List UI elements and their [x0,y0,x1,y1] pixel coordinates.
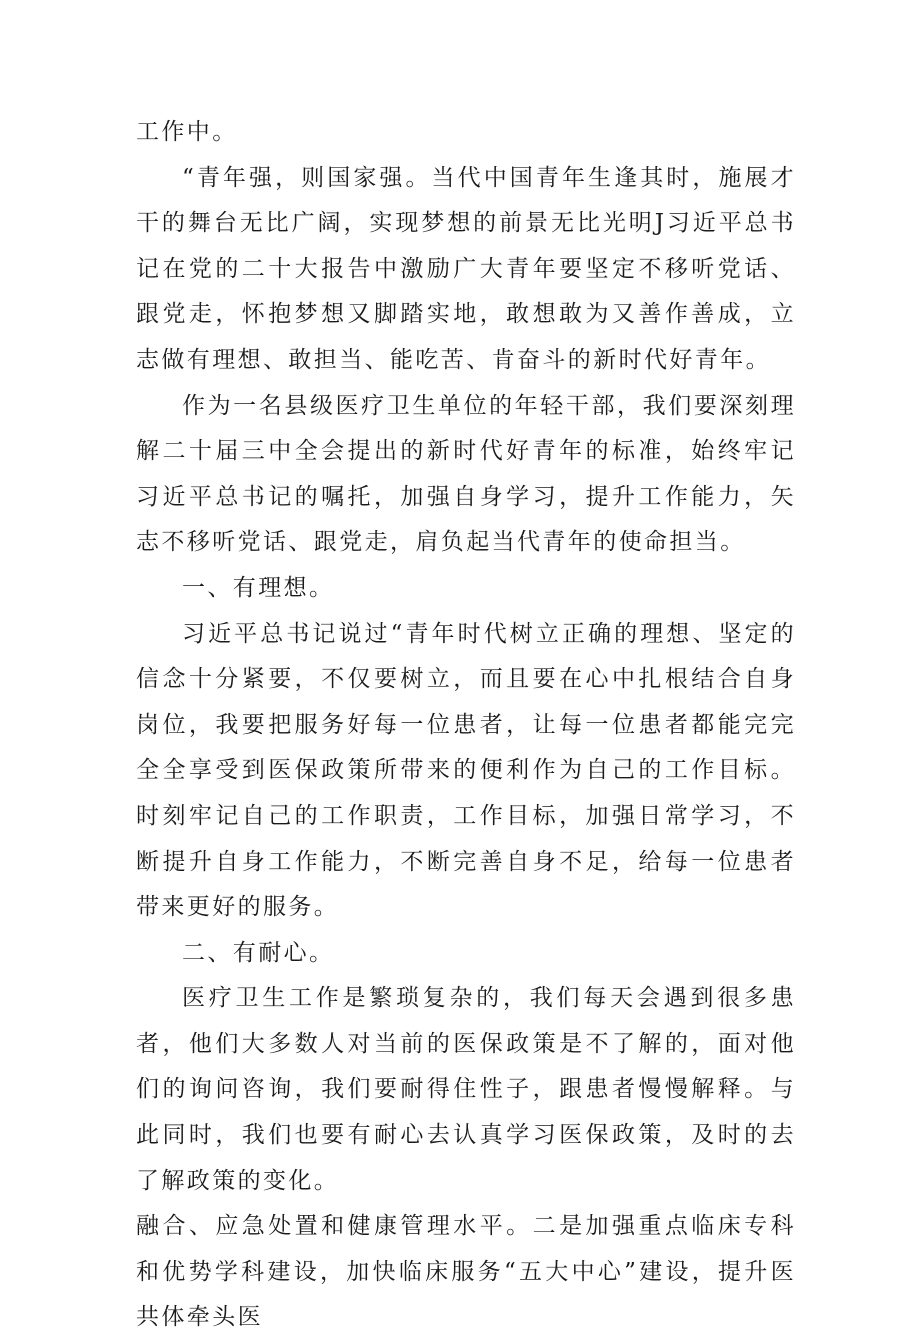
paragraph-young-cadre: 作为一名县级医疗卫生单位的年轻干部，我们要深刻理解二十届三中全会提出的新时代好青年的标准，始终牢记习近平总书记的嘱托，加强自身学习，提升工作能力，矢志不移听党话、跟党走，肩负起当代青年的使命担当。 [136,392,796,556]
document-body [136,110,796,1341]
heading-ideals: 一、有理想。 [182,574,335,601]
paragraph-ideals: 习近平总书记说过“青年时代树立正确的理想、坚定的信念十分紧要，不仅要树立，而且要在心中扎根结合自身岗位，我要把服务好每一位患者，让每一位患者都能完完全全享受到医保政策所带来的便利作为自己的工作目标。时刻牢记自己的工作职责，工作目标，加强日常学习，不断提升自身工作能力，不断完善自身不足，给每一位患者带来更好的服务。 [136,620,796,921]
paragraph-youth-strong: “青年强，则国家强。当代中国青年生逢其时，施展才干的舞台无比广阔，实现梦想的前景无比光明J习近平总书记在党的二十大报告中激励广大青年要坚定不移听党话、跟党走，怀抱梦想又脚踏实地，敢想敢为又善作善成，立志做有理想、敢担当、能吃苦、肯奋斗的新时代好青年。 [136,164,796,373]
paragraph-patience: 医疗卫生工作是繁琐复杂的，我们每天会遇到很多患者，他们大多数人对当前的医保政策是不了解的，面对他们的询问咨询，我们要耐得住性子，跟患者慢慢解释。与此同时，我们也要有耐心去认真学习医保政策，及时的去了解政策的变化。 [136,985,796,1194]
paragraph-continuation: 工作中。 [136,119,238,145]
heading-patience: 二、有耐心。 [182,939,335,966]
paragraph-fragment: 融合、应急处置和健康管理水平。二是加强重点临床专科和优势学科建设，加快临床服务“五大中心”建设，提升医共体牵头医 [136,1213,796,1331]
